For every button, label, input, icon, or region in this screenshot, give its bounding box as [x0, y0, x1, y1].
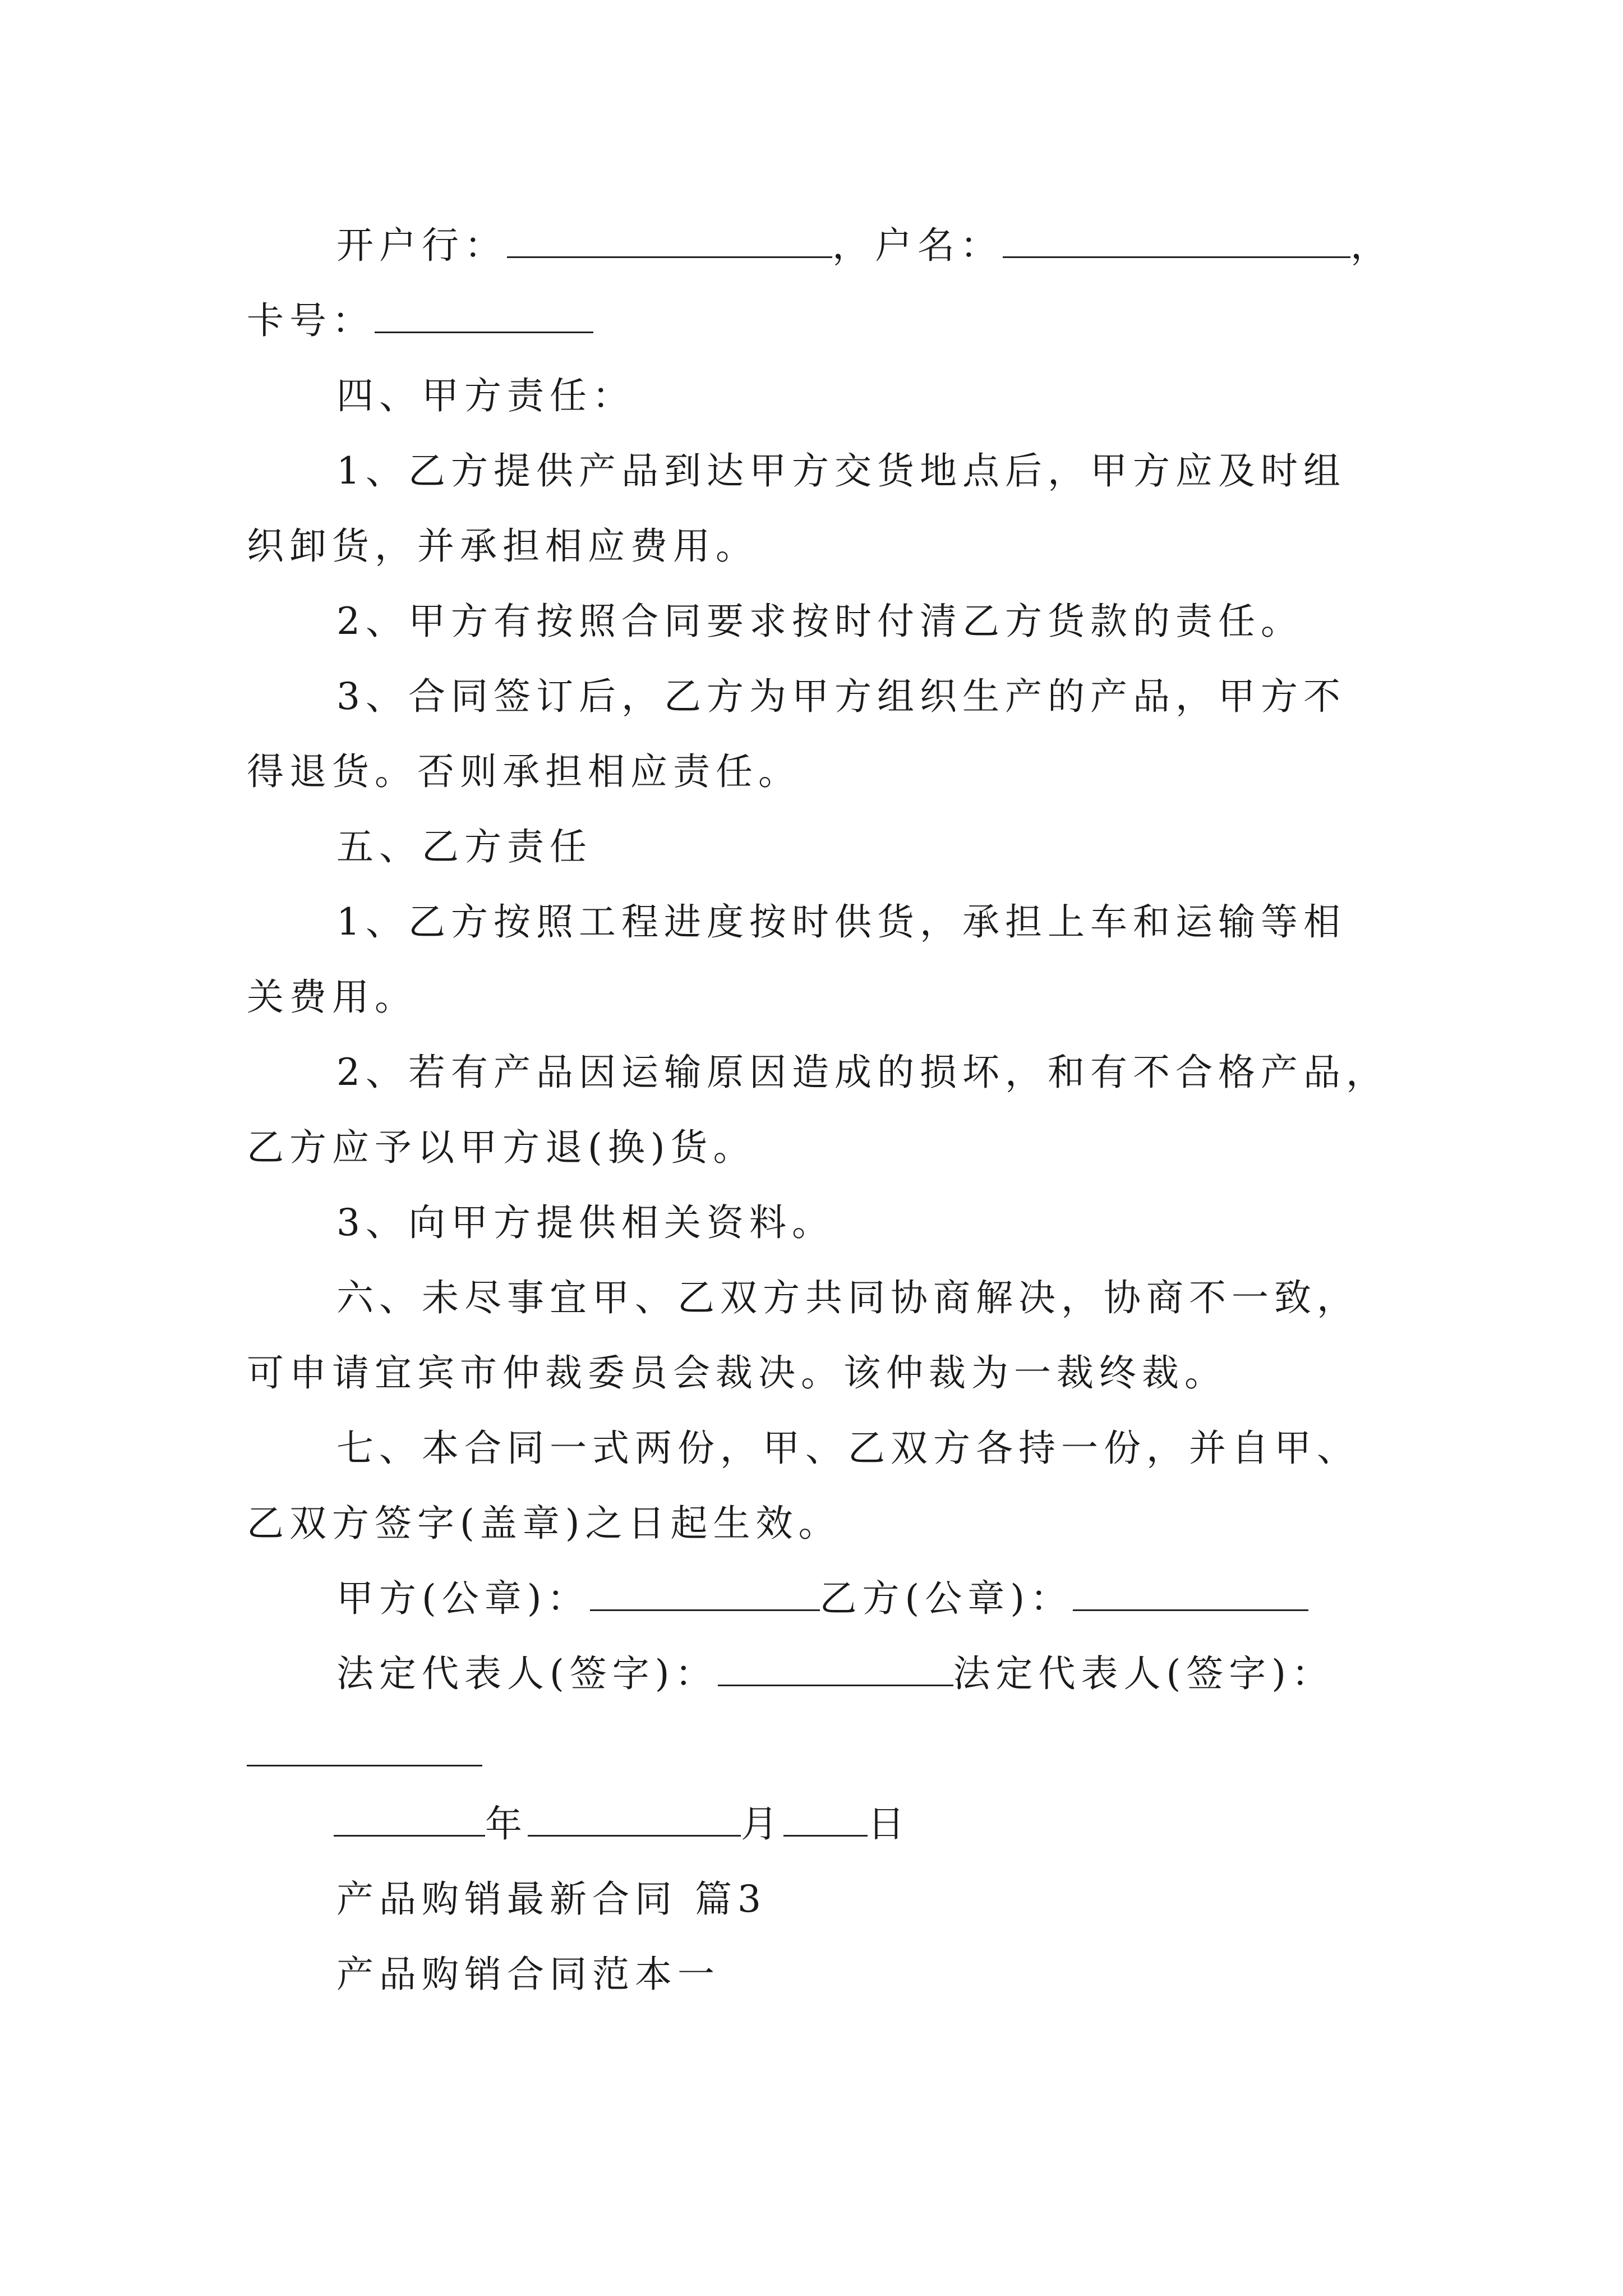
party-b-seal-label: 乙方(公章)：: [819, 1577, 1073, 1620]
party-a-rep-blank: [718, 1653, 953, 1686]
card-number-line: [247, 298, 593, 343]
bank-blank: [507, 225, 832, 258]
section-4-item-1-line-1: 1、乙方提供产品到达甲方交货地点后，甲方应及时组: [336, 449, 1346, 493]
legal-rep-line: [336, 1651, 1334, 1696]
comma-2: ，: [1350, 224, 1393, 267]
year-blank: [334, 1803, 485, 1837]
section-4-item-1-line-2: 织卸货，并承担相应费用。: [247, 524, 758, 568]
party-b-rep-blank: [247, 1765, 482, 1766]
section-7-line-2: 乙双方签字(盖章)之日起生效。: [247, 1502, 841, 1545]
month-blank: [528, 1803, 741, 1837]
next-contract-subtitle: 产品购销合同范本一: [336, 1953, 720, 1996]
day-label: 日: [868, 1802, 910, 1846]
card-label: 卡号：: [247, 299, 375, 342]
section-4-item-2: 2、甲方有按照合同要求按时付清乙方货款的责任。: [336, 600, 1303, 643]
section-6-line-2: 可申请宜宾市仲裁委员会裁决。该仲裁为一裁终裁。: [247, 1351, 1227, 1395]
section-6-line-1: 六、未尽事宜甲、乙双方共同协商解决，协商不一致，: [336, 1276, 1359, 1319]
party-a-rep-label: 法定代表人(签字)：: [336, 1652, 718, 1695]
comma-1: ，: [832, 224, 875, 267]
account-name-blank: [1003, 225, 1350, 258]
day-blank: [783, 1803, 868, 1837]
date-line: [334, 1802, 910, 1847]
card-number-blank: [375, 300, 593, 333]
bank-info-line: [336, 223, 1393, 268]
section-5-item-2-line-2: 乙方应予以甲方退(换)货。: [247, 1126, 756, 1169]
section-4-item-3-line-1: 3、合同签订后，乙方为甲方组织生产的产品，甲方不: [336, 675, 1346, 718]
year-label: 年: [485, 1802, 528, 1846]
section-5-item-1-line-2: 关费用。: [247, 976, 417, 1019]
section-4-item-3-line-2: 得退货。否则承担相应责任。: [247, 750, 801, 793]
section-5-item-3: 3、向甲方提供相关资料。: [336, 1201, 834, 1244]
party-a-seal-blank: [590, 1578, 820, 1611]
section-5-item-1-line-1: 1、乙方按照工程进度按时供货，承担上车和运输等相: [336, 900, 1346, 944]
next-contract-title: 产品购销最新合同 篇3: [336, 1878, 767, 1921]
section-5-heading: 五、乙方责任: [336, 825, 592, 868]
bank-label: 开户行：: [336, 224, 507, 267]
party-b-rep-label: 法定代表人(签字)：: [953, 1652, 1334, 1695]
month-label: 月: [741, 1802, 783, 1846]
section-7-line-1: 七、本合同一式两份，甲、乙双方各持一份，并自甲、: [336, 1427, 1359, 1470]
party-b-seal-blank: [1073, 1578, 1308, 1611]
party-seal-line: [336, 1576, 1308, 1621]
account-name-label: 户名：: [875, 224, 1003, 267]
section-5-item-2-line-1: 2、若有产品因运输原因造成的损坏，和有不合格产品，: [336, 1051, 1389, 1094]
party-a-seal-label: 甲方(公章)：: [336, 1577, 590, 1620]
section-4-heading: 四、甲方责任：: [336, 374, 635, 417]
